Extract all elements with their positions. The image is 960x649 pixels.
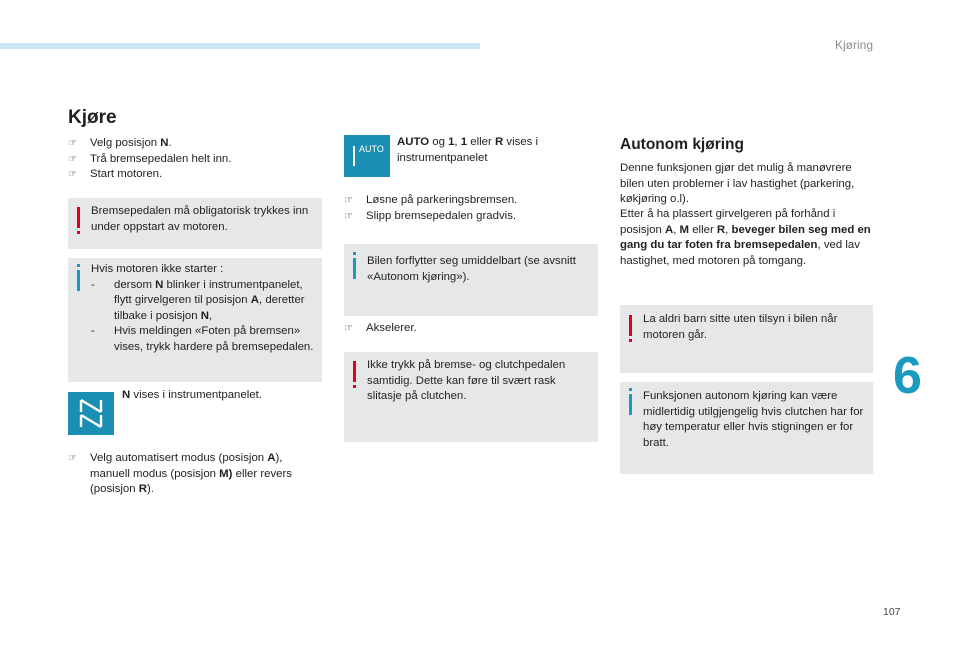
start-steps-list: [68, 136, 328, 183]
auto-display-text: AUTO og 1, 1 eller R vises i instrumentpanelet: [397, 136, 539, 164]
info-text: Funksjonen autonom kjøring kan være midlertidig utilgjengelig hvis clutchen har for høy temperatur eller hvis stigningen er for bratt.: [643, 390, 864, 449]
info-box: [344, 244, 598, 316]
warning-box: [620, 305, 873, 373]
list-item: ☞ Løsne på parkeringsbremsen.: [344, 193, 594, 209]
info-intro: Hvis motoren ikke starter :: [91, 263, 224, 275]
list-item: - Hvis meldingen «Foten på bremsen» vises, trykk hardere på bremsepedalen.: [91, 325, 314, 353]
info-icon: [629, 394, 632, 415]
info-box: [68, 258, 322, 382]
bullet-icon: ☞: [68, 153, 77, 165]
mode-select-list: [68, 451, 322, 498]
section-title-kjore: Kjøre: [68, 107, 117, 128]
list-item: - dersom N blinker i instrumentpanelet, flytt girvelgeren til posisjon A, deretter tilbake i posisjon N,: [91, 278, 305, 322]
warning-box: [68, 198, 322, 249]
info-list: [91, 278, 314, 356]
info-text: [91, 262, 314, 356]
info-icon: [77, 270, 80, 291]
header-title: Kjøring: [834, 38, 873, 52]
warning-text: Bremsepedalen må obligatorisk trykkes inn under oppstart av motoren.: [91, 205, 309, 233]
list-item: ☞ Start motoren.: [68, 167, 328, 183]
page-number: 107: [883, 606, 901, 618]
list-item: ☞ Velg automatisert modus (posisjon A), manuell modus (posisjon M) eller revers (posisjon R).: [68, 452, 292, 496]
warning-text: Ikke trykk på bremse- og clutchpedalen samtidig. Dette kan føre til svært rask slitasje på clutchen.: [367, 359, 566, 403]
bullet-icon: ☞: [344, 323, 353, 334]
info-box: [620, 382, 873, 474]
bullet-icon: ☞: [68, 138, 77, 149]
warning-icon: [77, 207, 80, 228]
accelerate-list: [344, 321, 594, 337]
auto-display-icon: AUTO: [344, 135, 390, 177]
autonom-paragraph-2: Etter å ha plassert girvelgeren på forhånd i posisjon A, M eller R, beveger bilen seg med en gang du tar foten fra bremsepedalen, ved lav hastighet, med motoren på tomgang.: [620, 208, 871, 267]
list-item: ☞ Slipp bremsepedalen gradvis.: [344, 209, 594, 225]
bullet-icon: ☞: [68, 169, 77, 181]
warning-icon: [629, 315, 632, 336]
list-item: ☞ Velg posisjon N.: [68, 136, 328, 152]
warning-box: [344, 352, 598, 442]
bullet-icon: ☞: [344, 195, 353, 206]
release-steps-list: [344, 193, 594, 224]
info-icon: [353, 258, 356, 279]
bullet-icon: ☞: [344, 210, 353, 222]
chapter-number: 6: [893, 347, 922, 405]
list-item: ☞ Trå bremsepedalen helt inn.: [68, 152, 328, 168]
bullet-icon: ☞: [68, 453, 77, 464]
warning-text: La aldri barn sitte uten tilsyn i bilen når motoren går.: [643, 313, 838, 341]
list-item: ☞ Akselerer.: [344, 321, 594, 337]
autonom-paragraph-1: Denne funksjonen gjør det mulig å manøvrere bilen uten problemer i lav hastighet (parkering, køkjøring o.l).: [620, 162, 855, 206]
n-display-icon: [68, 392, 114, 435]
warning-icon: [353, 361, 356, 382]
header-bar: [0, 43, 480, 49]
info-text: Bilen forflytter seg umiddelbart (se avsnitt «Autonom kjøring»).: [367, 255, 576, 283]
n-display-text: N vises i instrumentpanelet.: [122, 389, 262, 401]
section-title-autonom: Autonom kjøring: [620, 136, 744, 153]
